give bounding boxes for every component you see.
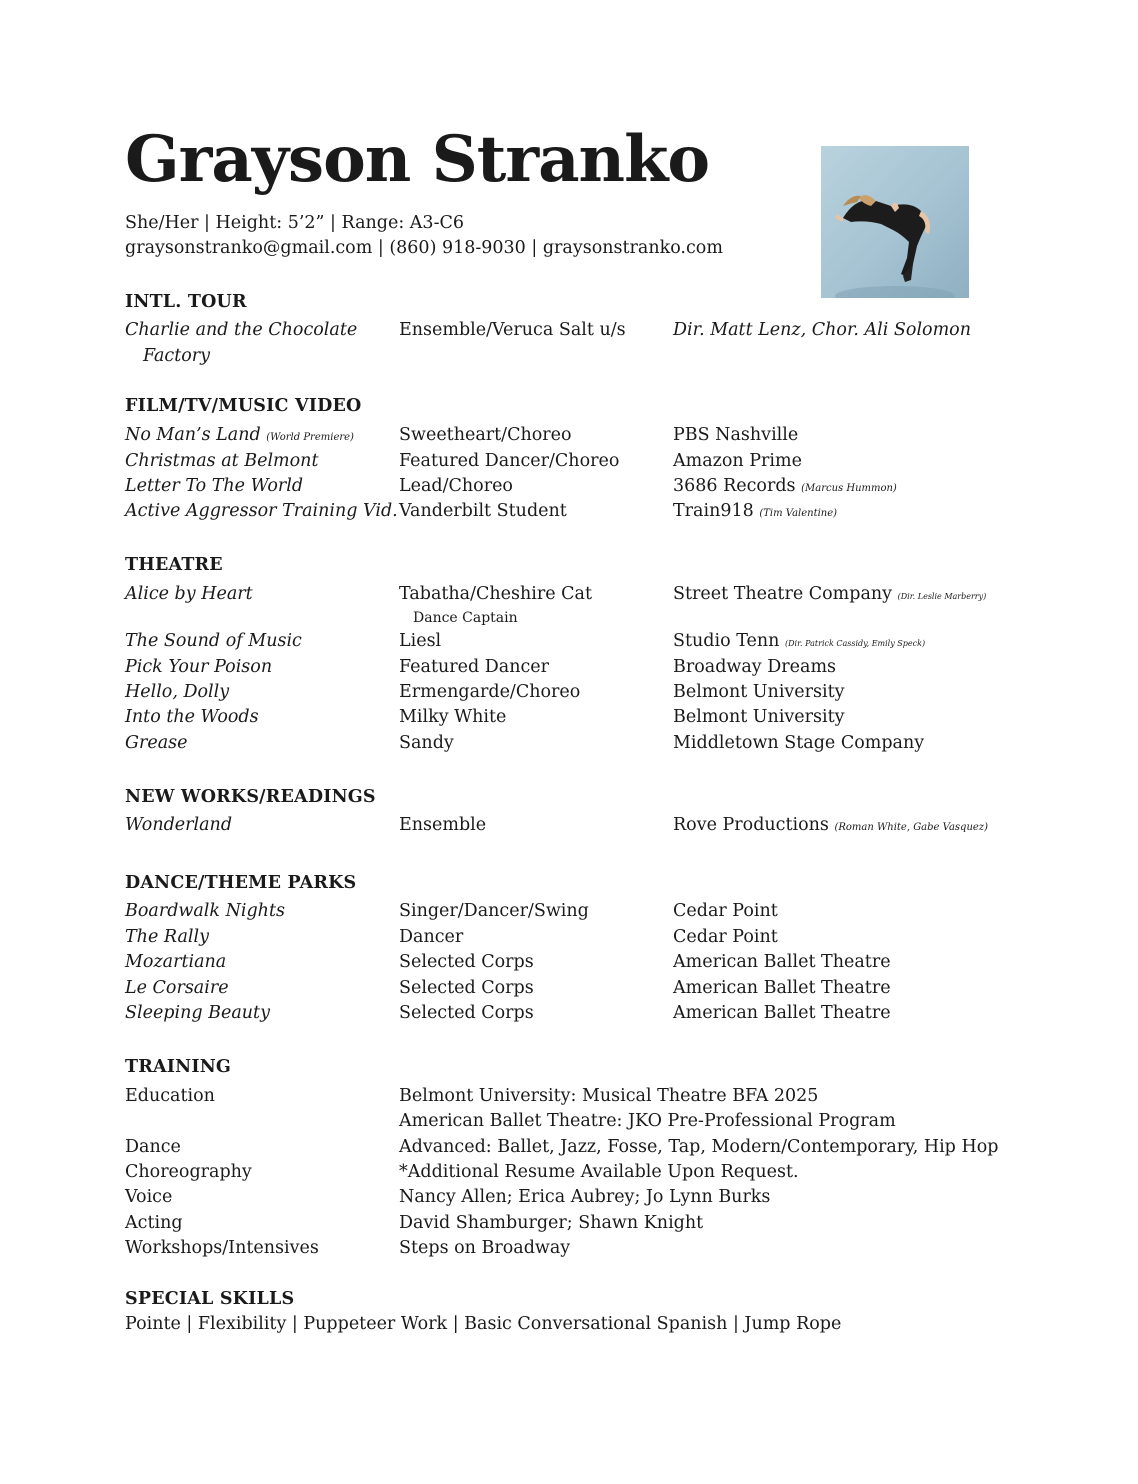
credit-title: Wonderland	[125, 815, 233, 835]
credit-role: Selected Corps	[399, 978, 534, 998]
credit-title: Active Aggressor Training Vid.	[125, 501, 398, 521]
credit-role: Selected Corps	[399, 952, 534, 972]
resume-name: Grayson Stranko	[125, 122, 710, 197]
credit-title: Mozartiana	[125, 952, 227, 972]
section-title-skills: SPECIAL SKILLS	[125, 1289, 295, 1309]
credit-row	[125, 682, 1005, 707]
credit-role: Selected Corps	[399, 1003, 534, 1023]
credit-title: No Man’s Land	[125, 425, 261, 445]
credit-role: Featured Dancer	[399, 657, 550, 677]
credit-note: (Roman White, Gabe Vasquez)	[834, 822, 988, 833]
training-row	[125, 1137, 1005, 1162]
credit-note: (Dir. Leslie Marberry)	[897, 592, 987, 601]
credit-row	[125, 901, 1005, 926]
section-title-film: FILM/TV/MUSIC VIDEO	[125, 396, 362, 416]
credit-venue: American Ballet Theatre	[673, 1003, 891, 1023]
training-value: Nancy Allen; Erica Aubrey; Jo Lynn Burks	[399, 1187, 771, 1207]
credit-row	[125, 1003, 1005, 1028]
credit-row	[125, 584, 1005, 609]
credit-venue: PBS Nashville	[673, 425, 799, 445]
credit-row	[125, 501, 1005, 526]
credit-role: Vanderbilt Student	[399, 501, 567, 521]
credit-row	[125, 320, 1005, 345]
credit-role: Dancer	[399, 927, 464, 947]
credit-venue: Dir. Matt Lenz, Chor. Ali Solomon	[673, 320, 971, 340]
credit-venue: Belmont University	[673, 682, 845, 702]
credit-title-continued: Factory	[143, 346, 211, 366]
section-title-new-works: NEW WORKS/READINGS	[125, 787, 376, 807]
credit-venue: Cedar Point	[673, 901, 778, 921]
credit-role-sub: Dance Captain	[413, 610, 518, 626]
credit-row	[125, 978, 1005, 1003]
training-label: Dance	[125, 1137, 181, 1157]
credit-role: Ensemble	[399, 815, 487, 835]
training-value: David Shamburger; Shawn Knight	[399, 1213, 704, 1233]
headshot-photo	[821, 146, 969, 298]
training-label: Acting	[125, 1213, 183, 1233]
credit-title: Boardwalk Nights	[125, 901, 285, 921]
credit-row	[125, 733, 1005, 758]
credit-note: (World Premiere)	[266, 432, 354, 443]
credit-venue: Belmont University	[673, 707, 845, 727]
credit-role: Featured Dancer/Choreo	[399, 451, 620, 471]
credit-venue: Train918	[673, 501, 754, 521]
training-row	[125, 1238, 1005, 1263]
section-title-intl-tour: INTL. TOUR	[125, 292, 247, 312]
dancer-image	[821, 146, 969, 298]
credit-note: (Dir. Patrick Cassidy, Emily Speck)	[784, 639, 926, 648]
section-title-theatre: THEATRE	[125, 555, 223, 575]
credit-venue: Amazon Prime	[673, 451, 802, 471]
credit-title: The Rally	[125, 927, 209, 947]
credit-venue: Broadway Dreams	[673, 657, 837, 677]
credit-role: Ensemble/Veruca Salt u/s	[399, 320, 626, 340]
training-label: Voice	[125, 1187, 173, 1207]
section-title-training: TRAINING	[125, 1057, 232, 1077]
credit-row	[125, 425, 1005, 450]
credit-venue: Middletown Stage Company	[673, 733, 925, 753]
credit-row	[125, 657, 1005, 682]
credit-role: Sweetheart/Choreo	[399, 425, 572, 445]
credit-title: Pick Your Poison	[125, 657, 273, 677]
credit-title: Letter To The World	[125, 476, 304, 496]
training-value: American Ballet Theatre: JKO Pre-Professional Program	[399, 1111, 896, 1131]
credit-note: (Tim Valentine)	[759, 508, 838, 519]
credit-row	[125, 451, 1005, 476]
credit-title: Le Corsaire	[125, 978, 229, 998]
credit-row-continued	[125, 346, 1005, 371]
credit-venue: American Ballet Theatre	[673, 952, 891, 972]
credit-title: Alice by Heart	[125, 584, 253, 604]
section-title-dance: DANCE/THEME PARKS	[125, 873, 357, 893]
credit-title: Sleeping Beauty	[125, 1003, 270, 1023]
credit-title: Into the Woods	[125, 707, 259, 727]
credit-role: Lead/Choreo	[399, 476, 513, 496]
training-label: Choreography	[125, 1162, 252, 1182]
credit-title: Charlie and the Chocolate	[125, 320, 358, 340]
training-value: Steps on Broadway	[399, 1238, 571, 1258]
contact-info: graysonstranko@gmail.com | (860) 918-9030 | graysonstranko.com	[125, 238, 723, 258]
training-value: Advanced: Ballet, Jazz, Fosse, Tap, Modern/Contemporary, Hip Hop	[399, 1137, 999, 1157]
credit-row	[125, 952, 1005, 977]
training-row	[125, 1162, 1005, 1187]
training-row	[125, 1187, 1005, 1212]
credit-venue: Rove Productions	[673, 815, 829, 835]
training-label: Education	[125, 1086, 215, 1106]
training-row	[125, 1111, 1005, 1136]
credit-row	[125, 707, 1005, 732]
personal-info: She/Her | Height: 5’2” | Range: A3-C6	[125, 213, 465, 233]
credit-venue: American Ballet Theatre	[673, 978, 891, 998]
training-value: *Additional Resume Available Upon Request.	[399, 1162, 799, 1182]
training-row	[125, 1213, 1005, 1238]
credit-role: Milky White	[399, 707, 507, 727]
training-row	[125, 1086, 1005, 1111]
training-label: Workshops/Intensives	[125, 1238, 319, 1258]
credit-role: Sandy	[399, 733, 454, 753]
credit-row	[125, 631, 1005, 656]
credit-venue: Studio Tenn	[673, 631, 780, 651]
credit-title: Grease	[125, 733, 188, 753]
credit-venue: 3686 Records	[673, 476, 796, 496]
credit-role: Liesl	[399, 631, 442, 651]
skills-list: Pointe | Flexibility | Puppeteer Work | Basic Conversational Spanish | Jump Rope	[125, 1314, 842, 1334]
credit-title: Hello, Dolly	[125, 682, 230, 702]
credit-title: Christmas at Belmont	[125, 451, 319, 471]
credit-title: The Sound of Music	[125, 631, 302, 651]
training-value: Belmont University: Musical Theatre BFA 2025	[399, 1086, 819, 1106]
credit-note: (Marcus Hummon)	[801, 483, 897, 494]
credit-row	[125, 815, 1005, 840]
credit-row	[125, 476, 1005, 501]
credit-role: Tabatha/Cheshire Cat	[399, 584, 593, 604]
credit-role: Singer/Dancer/Swing	[399, 901, 589, 921]
credit-venue: Street Theatre Company	[673, 584, 893, 604]
credit-row	[125, 927, 1005, 952]
credit-venue: Cedar Point	[673, 927, 778, 947]
credit-role: Ermengarde/Choreo	[399, 682, 581, 702]
